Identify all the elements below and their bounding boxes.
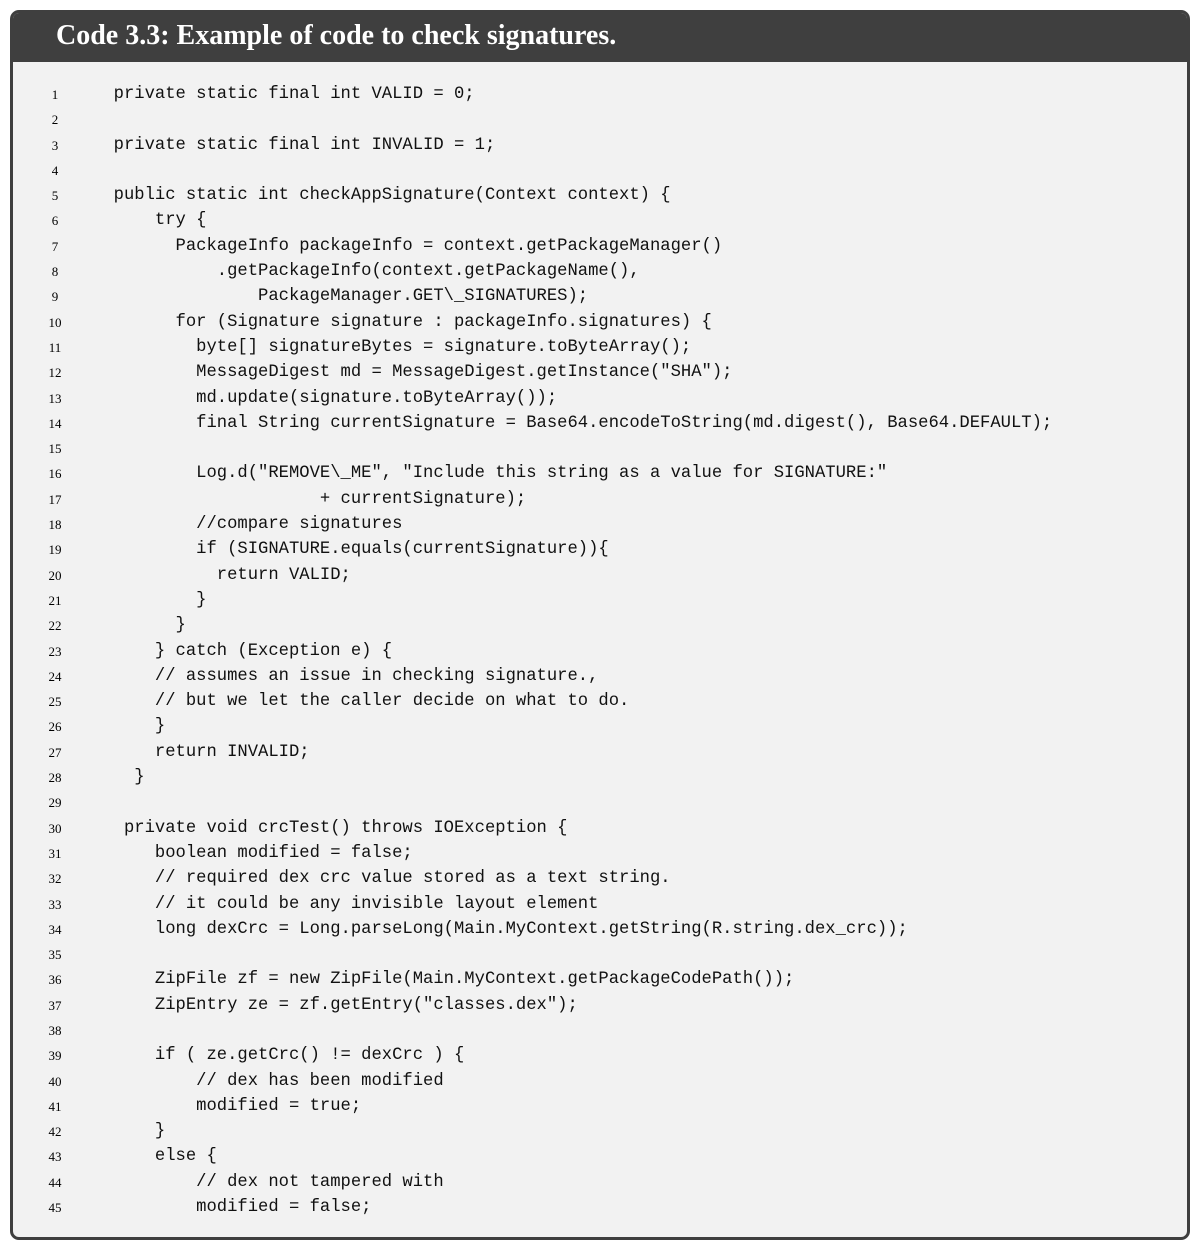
line-number: 31 — [48, 845, 62, 861]
code-text: return INVALID; — [93, 742, 310, 762]
code-line — [13, 689, 1187, 714]
code-line — [13, 563, 1187, 588]
line-number: 37 — [48, 997, 62, 1013]
code-line — [13, 386, 1187, 411]
code-line — [13, 259, 1187, 284]
line-number: 3 — [51, 137, 59, 153]
line-number: 20 — [48, 567, 62, 583]
code-text: byte[] signatureBytes = signature.toByteArray(); — [93, 337, 692, 357]
line-number: 40 — [48, 1073, 62, 1089]
line-number: 35 — [48, 947, 62, 963]
code-text: MessageDigest md = MessageDigest.getInstance("SHA"); — [93, 363, 733, 383]
line-number: 7 — [51, 238, 59, 254]
line-number: 14 — [48, 415, 62, 431]
code-line — [13, 740, 1187, 765]
code-text: // it could be any invisible layout element — [93, 894, 599, 914]
line-number: 23 — [48, 643, 62, 659]
code-text: for (Signature signature : packageInfo.signatures) { — [93, 312, 712, 332]
code-text: ZipFile zf = new ZipFile(Main.MyContext.getPackageCodePath()); — [93, 970, 795, 990]
line-number: 4 — [51, 162, 59, 178]
code-line — [13, 765, 1187, 790]
code-line — [13, 1119, 1187, 1144]
code-line — [13, 133, 1187, 158]
code-text: modified = true; — [93, 1096, 362, 1116]
line-number: 39 — [48, 1048, 62, 1064]
line-number: 30 — [48, 820, 62, 836]
code-line — [13, 790, 1187, 815]
code-line — [13, 613, 1187, 638]
code-text: } catch (Exception e) { — [93, 641, 393, 661]
line-number: 36 — [48, 972, 62, 988]
code-line — [13, 183, 1187, 208]
code-line — [13, 1094, 1187, 1119]
code-line — [13, 411, 1187, 436]
code-text: try { — [93, 211, 207, 231]
code-text: md.update(signature.toByteArray()); — [93, 388, 558, 408]
code-line — [13, 284, 1187, 309]
line-number: 13 — [48, 390, 62, 406]
code-line — [13, 1018, 1187, 1043]
code-listing — [10, 10, 1190, 1240]
code-text: // dex has been modified — [93, 1071, 444, 1091]
code-line — [13, 107, 1187, 132]
code-text: return VALID; — [93, 565, 351, 585]
code-text: private void crcTest() throws IOException { — [93, 818, 568, 838]
code-text: final String currentSignature = Base64.encodeToString(md.digest(), Base64.DEFAULT); — [93, 413, 1053, 433]
code-text: else { — [93, 1147, 217, 1167]
code-text: } — [93, 616, 186, 636]
line-number: 29 — [48, 795, 62, 811]
line-number: 45 — [48, 1200, 62, 1216]
code-text: if ( ze.getCrc() != dexCrc ) { — [93, 1046, 465, 1066]
code-text: } — [93, 768, 145, 788]
line-number: 9 — [51, 289, 59, 305]
code-text: private static final int INVALID = 1; — [93, 135, 496, 155]
line-number: 16 — [48, 466, 62, 482]
line-number: 11 — [48, 339, 62, 355]
code-line — [13, 360, 1187, 385]
line-number: 17 — [48, 491, 62, 507]
line-number: 1 — [51, 87, 59, 102]
code-line — [13, 436, 1187, 461]
line-number: 18 — [48, 517, 62, 533]
code-text: } — [93, 590, 207, 610]
line-number: 41 — [48, 1098, 62, 1114]
code-text: // but we let the caller decide on what to do. — [93, 692, 630, 712]
code-line — [13, 512, 1187, 537]
code-text: // assumes an issue in checking signature., — [93, 666, 599, 686]
code-line — [13, 967, 1187, 992]
code-text: PackageInfo packageInfo = context.getPackageManager() — [93, 236, 723, 256]
line-number: 15 — [48, 441, 62, 457]
code-line — [13, 1195, 1187, 1220]
code-body — [13, 82, 1187, 1220]
code-text: } — [93, 717, 166, 737]
line-number: 19 — [48, 542, 62, 558]
code-line — [13, 537, 1187, 562]
code-text: long dexCrc = Long.parseLong(Main.MyContext.getString(R.string.dex_crc)); — [93, 919, 908, 939]
code-line — [13, 1144, 1187, 1169]
line-number: 10 — [48, 314, 62, 330]
code-line — [13, 1069, 1187, 1094]
code-text: private static final int VALID = 0; — [93, 85, 475, 104]
code-line — [13, 461, 1187, 486]
code-line — [13, 208, 1187, 233]
code-line — [13, 588, 1187, 613]
line-number: 12 — [48, 365, 62, 381]
line-number: 43 — [48, 1149, 62, 1165]
line-number: 8 — [51, 264, 59, 280]
code-text: //compare signatures — [93, 515, 403, 535]
code-line — [13, 993, 1187, 1018]
line-number: 44 — [48, 1174, 62, 1190]
code-line — [13, 816, 1187, 841]
code-text: ZipEntry ze = zf.getEntry("classes.dex"); — [93, 995, 578, 1015]
line-number: 32 — [48, 871, 62, 887]
code-text: if (SIGNATURE.equals(currentSignature)){ — [93, 540, 609, 560]
code-line — [13, 1170, 1187, 1195]
line-number: 5 — [51, 188, 59, 204]
line-number: 24 — [48, 668, 62, 684]
line-number: 28 — [48, 770, 62, 786]
code-line — [13, 487, 1187, 512]
code-text: // dex not tampered with — [93, 1172, 444, 1192]
code-text: .getPackageInfo(context.getPackageName(), — [93, 262, 640, 282]
code-line — [13, 1043, 1187, 1068]
code-line — [13, 841, 1187, 866]
line-number: 33 — [48, 896, 62, 912]
code-text: Log.d("REMOVE\_ME", "Include this string as a value for SIGNATURE:" — [93, 464, 888, 484]
code-text: + currentSignature); — [93, 489, 527, 509]
code-line — [13, 158, 1187, 183]
code-text: public static int checkAppSignature(Context context) { — [93, 186, 671, 206]
code-line — [13, 942, 1187, 967]
line-number: 26 — [48, 719, 62, 735]
line-number: 6 — [51, 213, 59, 229]
code-line — [13, 639, 1187, 664]
code-caption: Code 3.3: Example of code to check signatures. — [13, 13, 1187, 62]
code-text: boolean modified = false; — [93, 843, 413, 863]
line-number: 22 — [48, 618, 62, 634]
line-number: 2 — [51, 112, 59, 128]
line-number: 25 — [48, 694, 62, 710]
code-line — [13, 892, 1187, 917]
code-text: } — [93, 1122, 166, 1142]
code-line — [13, 714, 1187, 739]
code-text: modified = false; — [93, 1198, 372, 1218]
line-number: 21 — [48, 592, 62, 608]
code-line — [13, 310, 1187, 335]
code-line — [13, 866, 1187, 891]
line-number: 27 — [48, 744, 62, 760]
code-line — [13, 82, 1187, 107]
line-number: 34 — [48, 921, 62, 937]
code-line — [13, 335, 1187, 360]
line-number: 42 — [48, 1124, 62, 1140]
code-text: // required dex crc value stored as a text string. — [93, 869, 671, 889]
code-line — [13, 917, 1187, 942]
code-line — [13, 234, 1187, 259]
code-line — [13, 664, 1187, 689]
line-number: 38 — [48, 1022, 62, 1038]
code-text: PackageManager.GET\_SIGNATURES); — [93, 287, 589, 307]
